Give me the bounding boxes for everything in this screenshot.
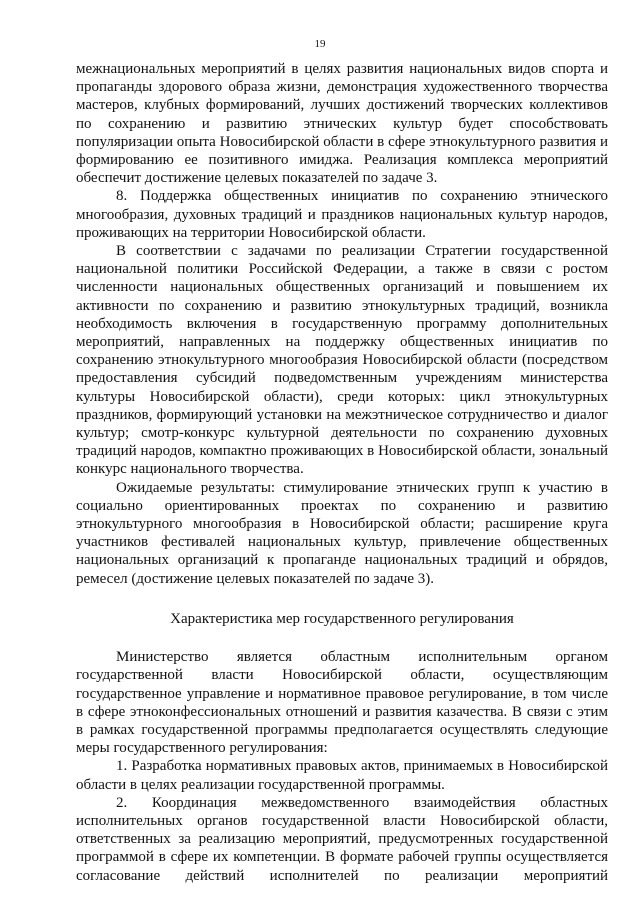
paragraph-item-8: 8. Поддержка общественных инициатив по сохранению этнического многообразия, духовных традиций и праздников национальных культур народов, проживающих на территории Новосибирской области. bbox=[76, 188, 608, 241]
paragraph-strategy: В соответствии с задачами по реализации Стратегии государственной национальной политики Российской Федерации, а также в связи с ростом численности национальных общественных организаций и повышением их активности по сохранению и развитию этнокультурных традиций, возникла необходимость включения в государственную программу дополнительных мероприятий, направленных на поддержку общественных инициатив по сохранению этнокультурного многообразия Новосибирской области (посредством предоставления субсидий подведомственным учреждениям министерства культуры Новосибирской области), среди которых: цикл этнокультурных праздников, формирующий установки на межэтническое сотрудничество и диалог культур; смотр-конкурс культурной деятельности по сохранению духовных традиций народов, компактно проживающих в Новосибирской области, зональный конкурс национального творчества. bbox=[76, 243, 608, 478]
paragraph-measure-1: 1. Разработка нормативных правовых актов, принимаемых в Новосибирской области в целях реализации государственной программы. bbox=[76, 758, 608, 793]
paragraph-continuation: межнациональных мероприятий в целях развития национальных видов спорта и пропаганды здорового образа жизни, демонстрация художественного творчества мастеров, клубных формирований, лучших достижений творческих коллективов по сохранению и развитию этнических культур будет способствовать популяризации опыта Новосибирской области в сфере этнокультурного развития и формированию ее позитивного имиджа. Реализация комплекса мероприятий обеспечит достижение целевых показателей по задаче 3. bbox=[76, 61, 608, 187]
paragraph-expected-results: Ожидаемые результаты: стимулирование этнических групп к участию в социально ориентированных проектах по сохранению и развитию этнокультурного многообразия в Новосибирской области; расширение круга участников фестивалей национальных культур, привлечение общественных национальных организаций к пропаганде национальных традиций и обрядов, ремесел (достижение целевых показателей по задаче 3). bbox=[76, 479, 608, 587]
section-heading: Характеристика мер государственного регулирования bbox=[170, 610, 514, 627]
paragraph-measure-2: 2. Координация межведомственного взаимодействия областных исполнительных органов государственной власти Новосибирской области, ответственных за реализацию мероприятий, предусмотренных государственной программой в сфере их компетенции. В формате рабочей группы осуществляется согласование действий исполнителей по реализации мероприятий bbox=[76, 794, 608, 884]
page-number: 19 bbox=[314, 38, 326, 50]
paragraph-ministry: Министерство является областным исполнительным органом государственной власти Новосибирской области, осуществляющим государственное управление и нормативное правовое регулирование, в том числе в сфере этноконфессиональных отношений и развития казачества. В связи с этим в рамках государственной программы предполагается осуществлять следующие меры государственного регулирования: bbox=[76, 649, 608, 757]
document-body bbox=[76, 60, 608, 885]
